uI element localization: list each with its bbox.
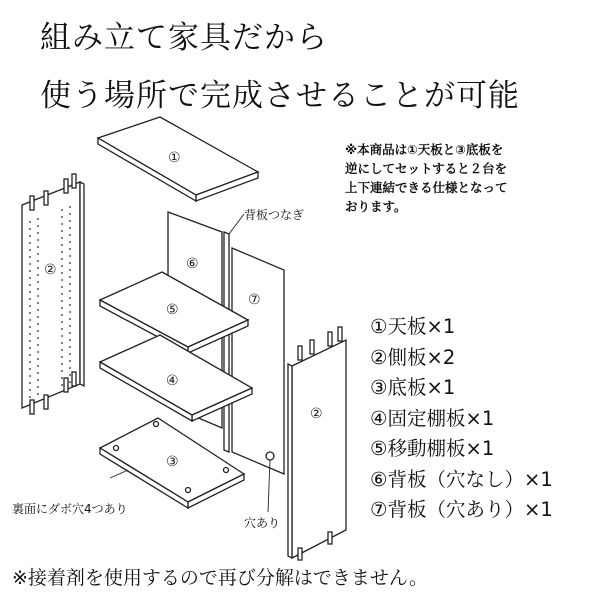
shelf-pin-hole [69,311,71,313]
shelf-pin-hole [29,235,31,237]
shelf-pin-hole [37,239,39,241]
note-line: ※本商品は①天板と③底板を [345,142,504,157]
shelf-pin-hole [61,237,63,239]
shelf-pin-hole [37,344,39,346]
shelf-pin-hole [37,323,39,325]
shelf-pin-hole [37,309,39,311]
shelf-pin-hole [61,300,63,302]
shelf-pin-hole [29,305,31,307]
note-line: おります。 [345,199,407,214]
shelf-pin-hole [69,318,71,320]
shelf-pin-hole [37,379,39,381]
shelf-pin-hole [29,277,31,279]
parts-list-item: ②側板×2 [370,345,456,369]
shelf-pin-hole [37,288,39,290]
shelf-pin-hole [69,283,71,285]
shelf-pin-hole [61,216,63,218]
shelf-pin-hole [61,293,63,295]
shelf-pin-hole [69,255,71,257]
shelf-pin-hole [37,274,39,276]
shelf-pin-hole [69,325,71,327]
shelf-pin-hole [29,291,31,293]
shelf-pin-hole [29,298,31,300]
shelf-pin-hole [69,248,71,250]
shelf-pin-hole [61,265,63,267]
shelf-pin-hole [69,360,71,362]
panel-number-side-right: ② [310,406,323,422]
shelf-pin-hole [61,321,63,323]
parts-list-item: ④固定棚板×1 [370,406,495,430]
label-back-joint: 背板つなぎ [244,208,305,222]
shelf-pin-hole [29,221,31,223]
shelf-pin-hole [69,234,71,236]
shelf-pin-hole [29,375,31,377]
shelf-pin-hole [69,220,71,222]
shelf-pin-hole [37,218,39,220]
footer-warning: ※接着剤を使用するので再び分解はできません。 [12,567,429,589]
panel-number-bottom: ③ [166,454,179,470]
label-underside-dowel-holes: 裏面にダボ穴4つあり [12,502,128,516]
shelf-pin-hole [29,347,31,349]
shelf-pin-hole [61,384,63,386]
shelf-pin-hole [69,290,71,292]
shelf-pin-hole [29,256,31,258]
panel-number-back-no-hole: ⑥ [186,256,199,272]
shelf-pin-hole [29,333,31,335]
shelf-pin-hole [61,377,63,379]
shelf-pin-hole [69,304,71,306]
shelf-pin-hole [61,251,63,253]
shelf-pin-hole [29,319,31,321]
shelf-pin-hole [37,267,39,269]
shelf-pin-hole [69,332,71,334]
shelf-pin-hole [69,227,71,229]
shelf-pin-hole [69,339,71,341]
shelf-pin-hole [61,272,63,274]
shelf-pin-hole [69,262,71,264]
shelf-pin-hole [29,354,31,356]
label-hole: 穴あり [244,516,281,530]
shelf-pin-hole [69,241,71,243]
note-line: 上下連結できる仕様となって [345,180,508,195]
shelf-pin-hole [69,269,71,271]
shelf-pin-hole [37,302,39,304]
shelf-pin-hole [69,213,71,215]
parts-list [370,312,553,526]
stacking-note [345,140,575,216]
shelf-pin-hole [29,340,31,342]
panel-number-side-left: ② [44,262,57,278]
headline-line-2: 使う場所で完成させることが可能 [40,78,520,114]
side-panel-right [288,327,346,560]
side-panel-left [22,174,84,414]
shelf-pin-hole [29,228,31,230]
shelf-pin-hole [61,328,63,330]
shelf-pin-hole [37,260,39,262]
panel-number-movable-shelf: ⑤ [166,302,179,318]
shelf-pin-hole [61,230,63,232]
shelf-pin-hole [37,316,39,318]
shelf-pin-hole [61,349,63,351]
shelf-pin-hole [29,389,31,391]
shelf-pin-hole [69,381,71,383]
shelf-pin-hole [61,363,63,365]
shelf-pin-hole [29,368,31,370]
shelf-pin-hole [61,223,63,225]
shelf-pin-hole [37,330,39,332]
parts-list-item: ⑦背板（穴あり）×1 [370,498,553,521]
parts-list-item: ⑥背板（穴なし）×1 [370,467,553,491]
shelf-pin-hole [29,382,31,384]
shelf-pin-hole [61,314,63,316]
shelf-pin-hole [61,244,63,246]
parts-list-item: ③底板×1 [370,376,456,399]
shelf-pin-hole [37,337,39,339]
shelf-pin-hole [69,206,71,208]
shelf-pin-hole [37,351,39,353]
shelf-pin-hole [29,270,31,272]
parts-list-item: ①天板×1 [370,315,456,338]
shelf-pin-hole [69,374,71,376]
shelf-pin-hole [61,286,63,288]
shelf-pin-hole [69,276,71,278]
shelf-pin-hole [29,284,31,286]
shelf-pin-hole [61,279,63,281]
shelf-pin-hole [37,386,39,388]
shelf-pin-hole [61,356,63,358]
shelf-pin-hole [61,342,63,344]
shelf-pin-hole [69,297,71,299]
headline-line-1: 組み立て家具だから [40,20,328,56]
shelf-pin-hole [61,307,63,309]
note-line: 逆にしてセットすると２台を [345,161,508,176]
shelf-pin-hole [37,225,39,227]
cable-hole [266,452,274,460]
shelf-pin-hole [29,396,31,398]
panel-number-back-hole: ⑦ [248,292,261,308]
shelf-pin-hole [37,365,39,367]
shelf-pin-hole [37,253,39,255]
panel-number-fixed-shelf: ④ [166,373,179,389]
shelf-pin-hole [61,258,63,260]
shelf-pin-hole [37,281,39,283]
shelf-pin-hole [61,370,63,372]
shelf-pin-hole [29,242,31,244]
shelf-pin-hole [37,372,39,374]
shelf-pin-hole [61,335,63,337]
shelf-pin-hole [37,393,39,395]
shelf-pin-hole [29,361,31,363]
shelf-pin-hole [69,367,71,369]
shelf-pin-hole [37,246,39,248]
shelf-pin-hole [37,295,39,297]
shelf-pin-hole [29,312,31,314]
shelf-pin-hole [37,232,39,234]
shelf-pin-hole [29,249,31,251]
panel-number-top: ① [168,150,181,166]
shelf-pin-hole [29,326,31,328]
shelf-pin-hole [29,263,31,265]
shelf-pin-hole [69,346,71,348]
shelf-pin-hole [61,209,63,211]
shelf-pin-hole [69,353,71,355]
shelf-pin-hole [37,358,39,360]
parts-list-item: ⑤移動棚板×1 [370,437,495,460]
